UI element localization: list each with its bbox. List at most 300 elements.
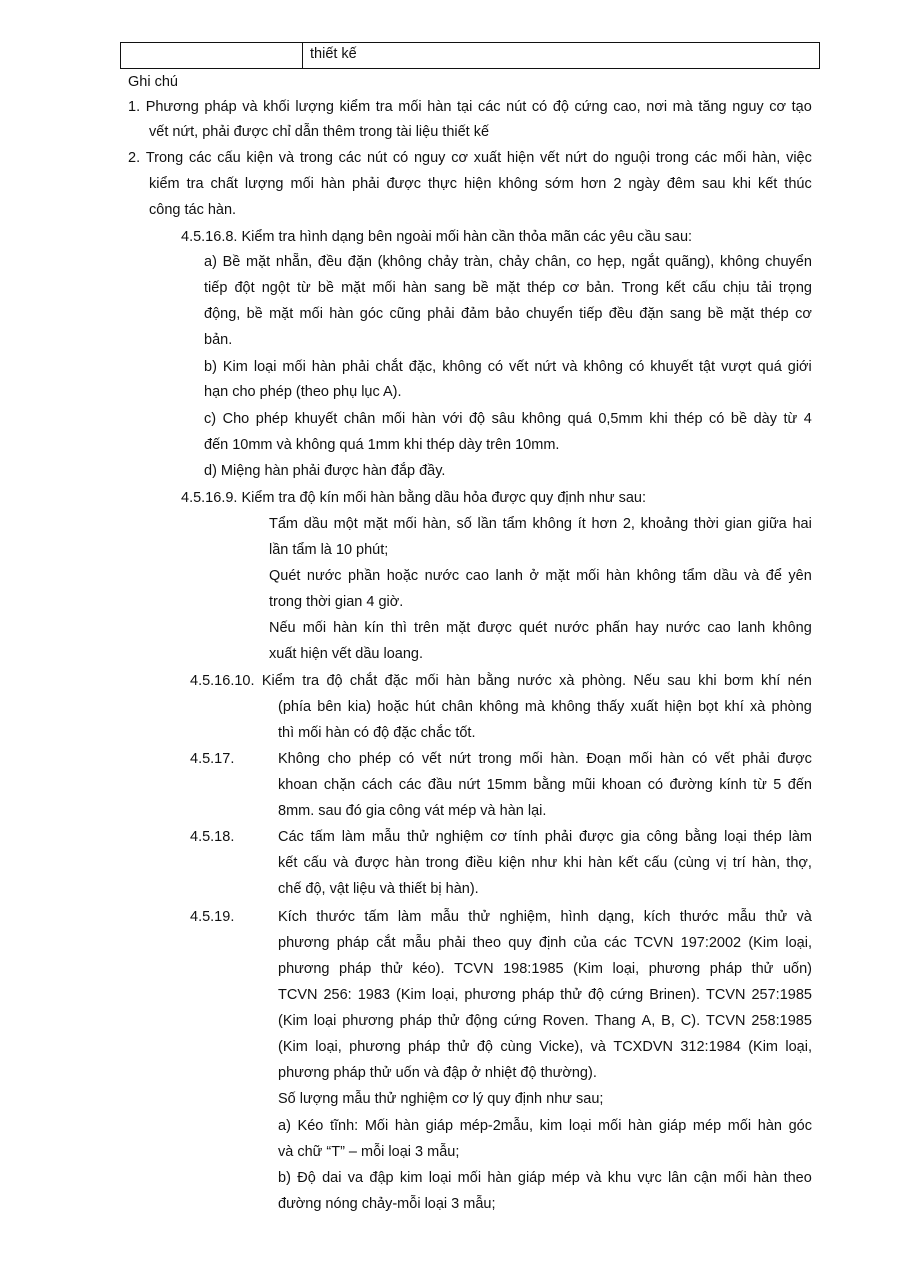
word: nhẵn, [275,254,313,270]
word: động [465,1013,498,1029]
word: phần [347,568,381,584]
word: kiện [246,150,274,166]
word: cấu [692,280,716,296]
word: góc [788,1118,812,1134]
word: TCXDVN [613,1039,673,1055]
word: Cho [222,411,250,427]
word: khoan [601,777,642,793]
word: các [188,150,212,166]
word: kiện [498,855,526,871]
word: đập [369,1170,394,1186]
word: có [398,751,415,767]
word: nén [787,673,812,689]
word: nứt [534,359,557,375]
word: 2, [622,516,635,532]
word: làm [341,829,366,845]
word: tấm [310,829,335,845]
word: loại [313,1013,337,1029]
word: hàn [487,1170,512,1186]
word: Không [278,751,320,767]
word: hoặc [377,699,409,715]
word: chắt [375,359,403,375]
word: khi [698,673,717,689]
word: kín [364,620,384,636]
word: hàn [394,1118,420,1134]
word: có [392,150,409,166]
word: đến [787,777,812,793]
section-4-5-16-10-line-3: thì mối hàn có độ đặc chắc tốt. [278,725,476,741]
word: làm [397,909,422,925]
word: thép [760,306,789,322]
word: xuất [630,699,659,715]
word: pháp [339,961,372,977]
word: (phía [278,699,312,715]
word: Kéo [297,1118,324,1134]
word: hàn, [422,516,451,532]
word: cứng [503,1013,537,1029]
word: dày [753,411,777,427]
word: bề [472,280,489,296]
word: C). [680,1013,701,1029]
section-4-5-18-line-1 [278,827,812,847]
word: độ [326,673,343,689]
word: Nếu [633,673,661,689]
word: mối [457,1170,482,1186]
word: nứt [458,777,481,793]
word: tật [698,359,716,375]
word: ở [529,568,539,584]
word: hàn [753,1170,778,1186]
word: TCVN [278,987,318,1003]
word: quá [757,359,782,375]
word: trong [655,150,689,166]
word: phương [648,961,701,977]
word: chịu [722,280,750,296]
word: quét [518,620,548,636]
word: 15mm [486,777,527,793]
word: hoặc [386,568,419,584]
word: loại, [612,961,640,977]
word: lần [477,516,497,532]
word: không [583,359,623,375]
word: loại, [785,935,812,951]
word: 0,5mm [598,411,643,427]
word: hiện [664,699,692,715]
word: loại [724,829,747,845]
section-4-5-17-number: 4.5.17. [190,751,235,767]
word: bằng [533,777,566,793]
item-c-line-1 [204,409,812,429]
word: bề [730,411,748,427]
word: 1983 [357,987,390,1003]
note-2-line-1 [128,148,812,168]
word: tiếp [204,280,228,296]
word: một [333,516,358,532]
word: và [586,1170,602,1186]
word: hàn [395,855,420,871]
word: cận [693,1170,718,1186]
table-fragment [120,42,820,69]
word: thước [679,909,719,925]
word: vị [716,855,727,871]
word: bảo [495,306,520,322]
word: 5 [773,777,782,793]
word: kết [618,855,638,871]
word: Thang [594,1013,636,1029]
kerosene-step-3-line-2: xuất hiện vết dầu loang. [269,646,423,662]
section-4-5-18-line-3: chế độ, vật liệu và thiết bị hàn). [278,881,479,897]
word: hàn [311,359,336,375]
word: loại [568,1118,592,1134]
word: hàn, [752,150,781,166]
word: bề [317,280,334,296]
word: mối [302,620,327,636]
word: kéo). [412,961,445,977]
word: lanh [737,620,766,636]
word: tăng [698,99,727,115]
word: thì [390,620,407,636]
word: động, [204,306,241,322]
word: khoan [278,777,318,793]
word: 197:2002 [680,935,742,951]
word: không [532,516,572,532]
word: chảy [427,254,459,270]
word: không [521,411,562,427]
word: trên [414,620,440,636]
word: và [743,568,760,584]
section-4-5-17-line-1 [278,749,812,769]
word: mặt [446,620,471,636]
word: đặc, [408,359,437,375]
word: uốn) [782,961,812,977]
word: của [573,935,597,951]
word: lượng [244,176,284,192]
section-4-5-18-line-2 [278,853,812,873]
word: mặt [545,568,570,584]
word: tải [756,280,772,296]
word: đêm [666,176,696,192]
word: cách [361,777,393,793]
word: có [628,359,645,375]
word: sang [434,280,466,296]
word: pháp [709,961,743,977]
word: Kim [222,359,248,375]
word: giới [787,359,812,375]
word: để [765,568,782,584]
section-4-5-19-line-9 [278,1116,812,1136]
section-4-5-19-line-5 [278,1011,812,1031]
word: dai [322,1170,342,1186]
section-4-5-19-line-4 [278,985,812,1005]
word: các [338,150,362,166]
word: Nếu [269,620,296,636]
word: co [576,254,592,270]
word: c) [204,411,217,427]
word: nước [424,568,460,584]
word: hàn. [550,751,579,767]
word: được [777,751,812,767]
word: mà [672,99,693,115]
word: cơ [769,99,787,115]
word: b) [278,1170,291,1186]
word: nghiệm [435,829,484,845]
word: cứng [610,987,644,1003]
word: a) [204,254,217,270]
word: Trong [621,280,659,296]
word: (Kim [278,1013,308,1029]
word: mối [393,516,417,532]
word: mối [290,176,314,192]
word: loại, [315,1039,342,1055]
word: được [386,176,421,192]
word: Brinen). [649,987,700,1003]
word: trí [732,855,746,871]
word: làm [788,829,812,845]
word: quy [508,935,532,951]
word: không [498,176,538,192]
word: các [604,935,627,951]
word: (Kim [573,961,603,977]
word: thép [753,829,782,845]
word: thử [407,829,429,845]
word: vượt [721,359,752,375]
word: Đoạn [586,751,622,767]
word: và [796,909,812,925]
section-4-5-16-10-line-1 [190,671,812,691]
word: thử [380,961,403,977]
word: phải [341,359,370,375]
word: B, [661,1013,675,1029]
word: thép [674,411,703,427]
word: Quét [269,568,301,584]
word: hay [635,620,659,636]
word: lanh [495,568,523,584]
word: mối [576,568,600,584]
word: định [538,935,567,951]
word: và [333,855,349,871]
word: cơ [562,280,580,296]
word: trọng [778,280,812,296]
word: mép [551,1170,580,1186]
word: phải [438,935,466,951]
word: 312:1984 [680,1039,741,1055]
note-1-line-1 [128,97,812,117]
word: Roven. [542,1013,589,1029]
word: được [477,620,512,636]
word: 256: [323,987,352,1003]
word: điều [464,855,493,871]
word: hơn [591,516,618,532]
word: vực [637,1170,662,1186]
item-b-line-1 [204,357,812,377]
table-cell-text: thiết kế [310,46,357,62]
word: và [562,359,578,375]
word: loại, [431,987,459,1003]
word: cấu [217,150,241,166]
word: lượng [295,99,334,115]
word: Phương [145,99,199,115]
word: mặt [269,306,294,322]
word: ít [577,516,586,532]
word: đặn [347,254,372,270]
notes-heading: Ghi chú [128,74,178,90]
word: khuyết [650,359,693,375]
word: phải [544,829,573,845]
word: mối [381,411,406,427]
word: sau [667,673,691,689]
word: tiếp [579,306,603,322]
word: góc [359,306,384,322]
word: nguội [614,150,651,166]
word: cứng [574,99,608,115]
word: đột [234,280,255,296]
word: mối [727,1118,752,1134]
word: Tẩm [269,516,298,532]
word: nguy [413,150,446,166]
word: Mối [364,1118,389,1134]
word: phải [427,306,455,322]
word: thợ, [786,855,812,871]
word: TCVN [705,987,746,1003]
word: mặt [730,306,755,322]
word: thử [468,909,491,925]
word: Trong [145,150,184,166]
word: kim [399,1170,423,1186]
word: đặn [639,306,664,322]
word: khi [563,855,582,871]
word: gian [724,516,752,532]
word: đặc [384,673,409,689]
word: nơi [646,99,668,115]
section-4-5-19-line-2 [278,933,812,953]
word: thực [427,176,458,192]
word: vết [715,751,735,767]
word: mối [598,1118,622,1134]
word: giáp [425,1118,454,1134]
word: hàn [333,620,358,636]
section-4-5-19-line-10: và chữ “T” – mỗi loại 3 mẫu; [278,1144,460,1160]
word: theo [783,1170,812,1186]
word: xà [559,673,575,689]
word: với [442,411,463,427]
word: bề [246,306,263,322]
word: cũng [389,306,421,322]
word: mối [372,280,396,296]
word: hàn [329,306,354,322]
section-4-5-19-line-11 [278,1168,812,1188]
word: có [647,777,664,793]
word: trong [478,751,512,767]
word: khuyết [294,411,338,427]
word: trong [425,855,459,871]
word: nguy [732,99,764,115]
word: giáp [517,1170,546,1186]
word: phấn [595,620,629,636]
word: sớm [544,176,574,192]
word: nứt [449,751,471,767]
word: phải [742,751,770,767]
word: hàn [588,855,613,871]
word: mối [398,99,422,115]
word: hàn [427,99,452,115]
word: các [398,777,422,793]
word: mũi [572,777,596,793]
word: thử [560,987,582,1003]
word: Vicke), [539,1039,584,1055]
word: mối [723,1170,747,1186]
word: bằng [477,673,510,689]
word: hơn [580,176,607,192]
word: hai [792,516,812,532]
word: 4.5.16.10. [190,673,255,689]
word: cấu [644,855,668,871]
word: Độ [297,1170,316,1186]
word: hút [415,699,436,715]
word: từ [297,280,311,296]
word: b) [204,359,217,375]
word: vết [421,751,442,767]
word: (Kim [278,1039,308,1055]
section-4-5-17-line-3: 8mm. sau đó gia công vát mép và hàn lại. [278,803,547,819]
word: hàn [757,1118,782,1134]
word: khi [732,176,751,192]
word: nước [554,620,589,636]
word: thời [693,516,719,532]
word: tấm [364,909,389,925]
word: chân [441,699,473,715]
word: đảm [460,306,490,322]
word: xà [749,699,766,715]
word: phương [349,1039,401,1055]
word: (không [377,254,422,270]
word: hình [560,909,589,925]
word: loại [253,359,277,375]
word: độ [552,99,569,115]
word: kết [278,855,298,871]
word: hàn [660,751,685,767]
note-2-line-2 [149,174,812,194]
word: cơ [451,150,468,166]
section-4-5-18-number: 4.5.18. [190,829,235,845]
word: hàn [605,568,631,584]
word: hiện [464,176,492,192]
word: số [456,516,472,532]
word: không [719,254,760,270]
word: mặt [363,516,388,532]
word: va [347,1170,364,1186]
word: được [354,855,390,871]
word: mối [628,751,653,767]
word: xuất [473,150,502,166]
word: cơ [795,306,812,322]
word: ngột [261,280,290,296]
word: mẫu [430,909,459,925]
word: đường [669,777,713,793]
word: các [477,99,501,115]
word: chân [343,411,376,427]
word: đều [317,254,343,270]
word: độ [476,1039,493,1055]
word: được [579,829,614,845]
word: tra [302,673,320,689]
word: thúc [784,176,812,192]
word: có [709,411,725,427]
word: phương [464,987,516,1003]
word: không [772,620,812,636]
word: 198:1985 [503,961,564,977]
word: mặt [341,280,366,296]
word: mặt [495,280,520,296]
